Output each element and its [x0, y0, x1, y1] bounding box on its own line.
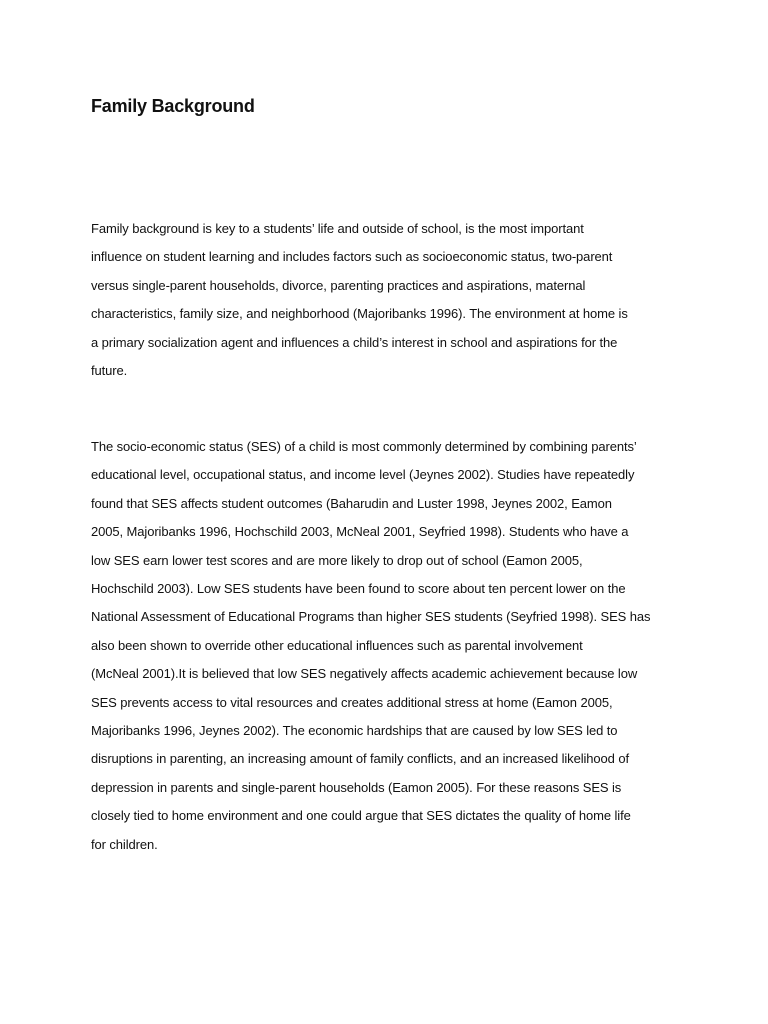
- paragraph-line: National Assessment of Educational Programs than higher SES students (Seyfried 1998). SES has: [91, 609, 651, 625]
- paragraph-line: Majoribanks 1996, Jeynes 2002). The economic hardships that are caused by low SES led to: [91, 723, 618, 739]
- paragraph-line: a primary socialization agent and influences a child’s interest in school and aspirations for the: [91, 334, 618, 350]
- paragraph-line: for children.: [91, 836, 158, 852]
- paragraph-line: also been shown to override other educational influences such as parental involvement: [91, 637, 583, 653]
- paragraph-line: educational level, occupational status, and income level (Jeynes 2002). Studies have repeatedly: [91, 467, 635, 483]
- paragraph-line: Family background is key to a students’ life and outside of school, is the most important: [91, 221, 584, 236]
- paragraph-line: characteristics, family size, and neighborhood (Majoribanks 1996). The environment at home is: [91, 306, 628, 322]
- paragraph-line: SES prevents access to vital resources and creates additional stress at home (Eamon 2005,: [91, 694, 613, 710]
- paragraph-line: low SES earn lower test scores and are more likely to drop out of school (Eamon 2005,: [91, 552, 583, 568]
- paragraph-line: versus single-parent households, divorce, parenting practices and aspirations, maternal: [91, 277, 586, 293]
- paragraph-line: closely tied to home environment and one could argue that SES dictates the quality of home life: [91, 808, 631, 824]
- paragraph-line: The socio-economic status (SES) of a child is most commonly determined by combining parents’: [91, 439, 637, 454]
- paragraph-socio-economic-status: [91, 433, 681, 859]
- paragraph-line: influence on student learning and includes factors such as socioeconomic status, two-parent: [91, 249, 613, 265]
- paragraph-line: Hochschild 2003). Low SES students have been found to score about ten percent lower on the: [91, 581, 626, 597]
- paragraph-line: disruptions in parenting, an increasing amount of family conflicts, and an increased likelihood of: [91, 751, 629, 767]
- paragraph-line: 2005, Majoribanks 1996, Hochschild 2003, McNeal 2001, Seyfried 1998). Students who have a: [91, 524, 629, 540]
- paragraph-line: future.: [91, 363, 128, 379]
- paragraph-family-background: [91, 215, 681, 385]
- paragraph-line: depression in parents and single-parent households (Eamon 2005). For these reasons SES is: [91, 779, 622, 795]
- paragraph-line: (McNeal 2001).It is believed that low SES negatively affects academic achievement because low: [91, 666, 638, 682]
- document-title: Family Background: [91, 96, 255, 116]
- paragraph-line: found that SES affects student outcomes (Baharudin and Luster 1998, Jeynes 2002, Eamon: [91, 495, 612, 511]
